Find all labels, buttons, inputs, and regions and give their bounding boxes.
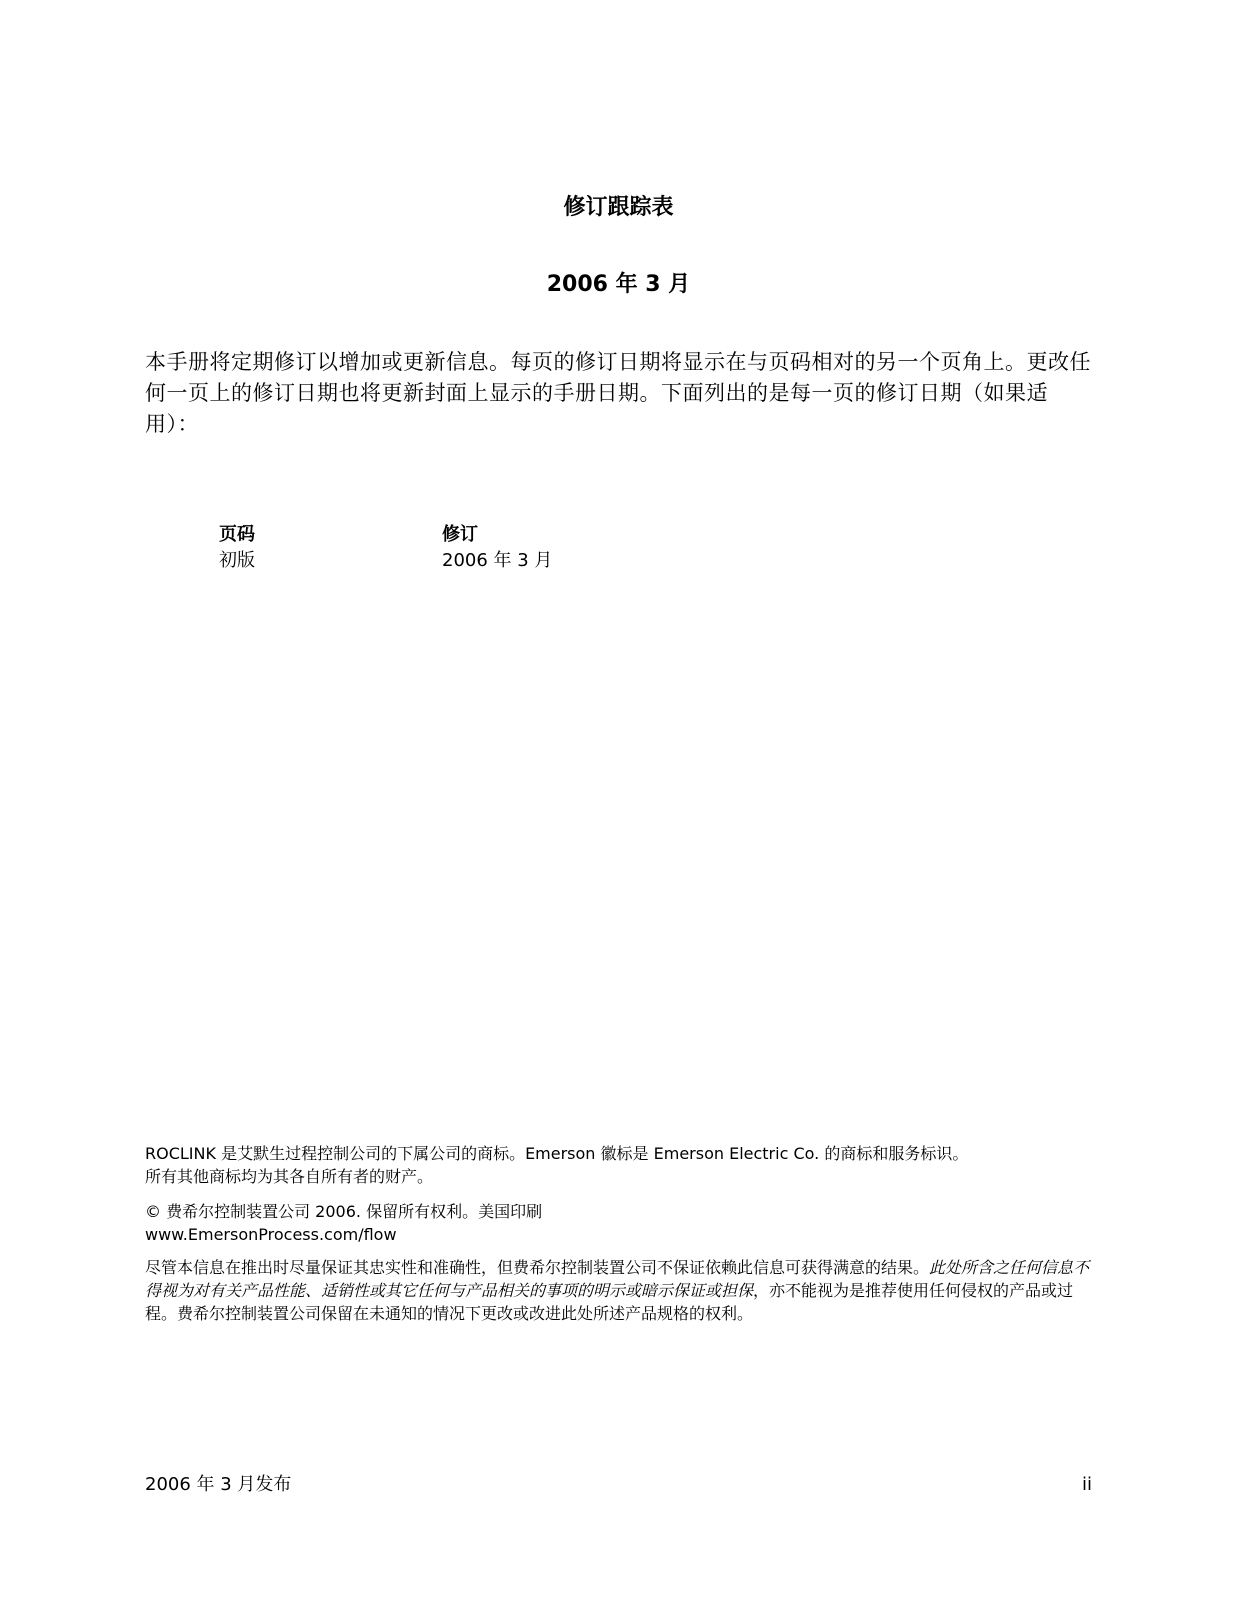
revision-table-header bbox=[219, 520, 742, 546]
disclaimer-part-1: 尽管本信息在推出时尽量保证其忠实性和准确性，但费希尔控制装置公司不保证依赖此信息可获得满意的结果。 bbox=[145, 1258, 930, 1277]
header-page: 页码 bbox=[219, 524, 255, 545]
copyright-notice bbox=[145, 1200, 1095, 1246]
trademark-line-1: ROCLINK 是艾默生过程控制公司的下属公司的商标。Emerson 徽标是 Emerson Electric Co. 的商标和服务标识。 bbox=[145, 1144, 969, 1163]
table-row bbox=[219, 546, 742, 572]
page-date: 2006 年 3 月 bbox=[546, 272, 691, 297]
header-revision: 修订 bbox=[442, 524, 478, 545]
footer-issue-date: 2006 年 3 月发布 bbox=[145, 1474, 292, 1495]
disclaimer-italic: 此处所含之任何信息不得视为对有关产品性能、适销性或其它任何与产品相关的事项的明示或暗示保证或担保 bbox=[145, 1258, 1090, 1300]
revision-table bbox=[219, 520, 742, 572]
copyright-line: © 费希尔控制装置公司 2006. 保留所有权利。美国印刷 bbox=[145, 1202, 543, 1221]
trademark-line-2: 所有其他商标均为其各自所有者的财产。 bbox=[145, 1167, 434, 1186]
disclaimer bbox=[145, 1256, 1095, 1325]
disclaimer-part-2: ，亦不能视为是推荐使用任何侵权的产品或过程。费希尔控制装置公司保留在未通知的情况下更改或改进此处所述产品规格的权利。 bbox=[145, 1281, 1074, 1323]
footer-page-number: ii bbox=[1081, 1474, 1092, 1495]
page-title: 修订跟踪表 bbox=[563, 195, 674, 220]
row-page: 初版 bbox=[219, 550, 255, 571]
row-revision: 2006 年 3 月 bbox=[442, 550, 553, 571]
intro-paragraph: 本手册将定期修订以增加或更新信息。每页的修订日期将显示在与页码相对的另一个页角上。更改任何一页上的修订日期也将更新封面上显示的手册日期。下面列出的是每一页的修订日期（如果适用）： bbox=[145, 350, 1091, 436]
website-link[interactable]: www.EmersonProcess.com/flow bbox=[145, 1225, 397, 1244]
trademark-notice bbox=[145, 1142, 1095, 1188]
